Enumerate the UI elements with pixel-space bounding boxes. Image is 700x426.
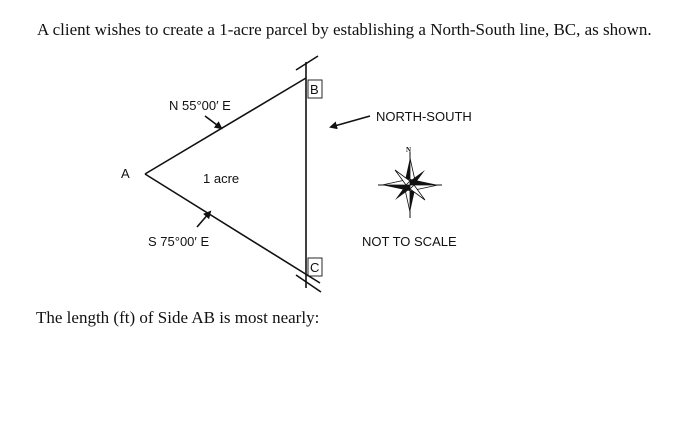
bearing-ab-label: N 55°00′ E xyxy=(169,98,231,113)
compass-north-label: N xyxy=(406,146,412,154)
bearing-ac-label: S 75°00′ E xyxy=(148,234,210,249)
point-c-label: C xyxy=(310,260,320,275)
question-text: The length (ft) of Side AB is most nearly: xyxy=(36,308,320,327)
point-b-label: B xyxy=(310,82,319,97)
tick-b xyxy=(296,56,318,70)
bearing-ac-pointer xyxy=(197,212,210,227)
north-south-label: NORTH-SOUTH xyxy=(376,109,472,124)
north-south-pointer xyxy=(331,116,370,127)
problem-statement: A client wishes to create a 1-acre parcel by establishing a North-South line, BC, as shown. xyxy=(37,20,652,39)
tick-c xyxy=(296,275,321,292)
scale-note: NOT TO SCALE xyxy=(362,234,457,249)
side-ab xyxy=(145,78,306,174)
compass-rose-icon xyxy=(378,152,442,218)
side-ac xyxy=(145,174,320,283)
point-a-label: A xyxy=(121,166,130,181)
bearing-ab-pointer xyxy=(205,116,221,128)
area-label: 1 acre xyxy=(203,171,240,186)
